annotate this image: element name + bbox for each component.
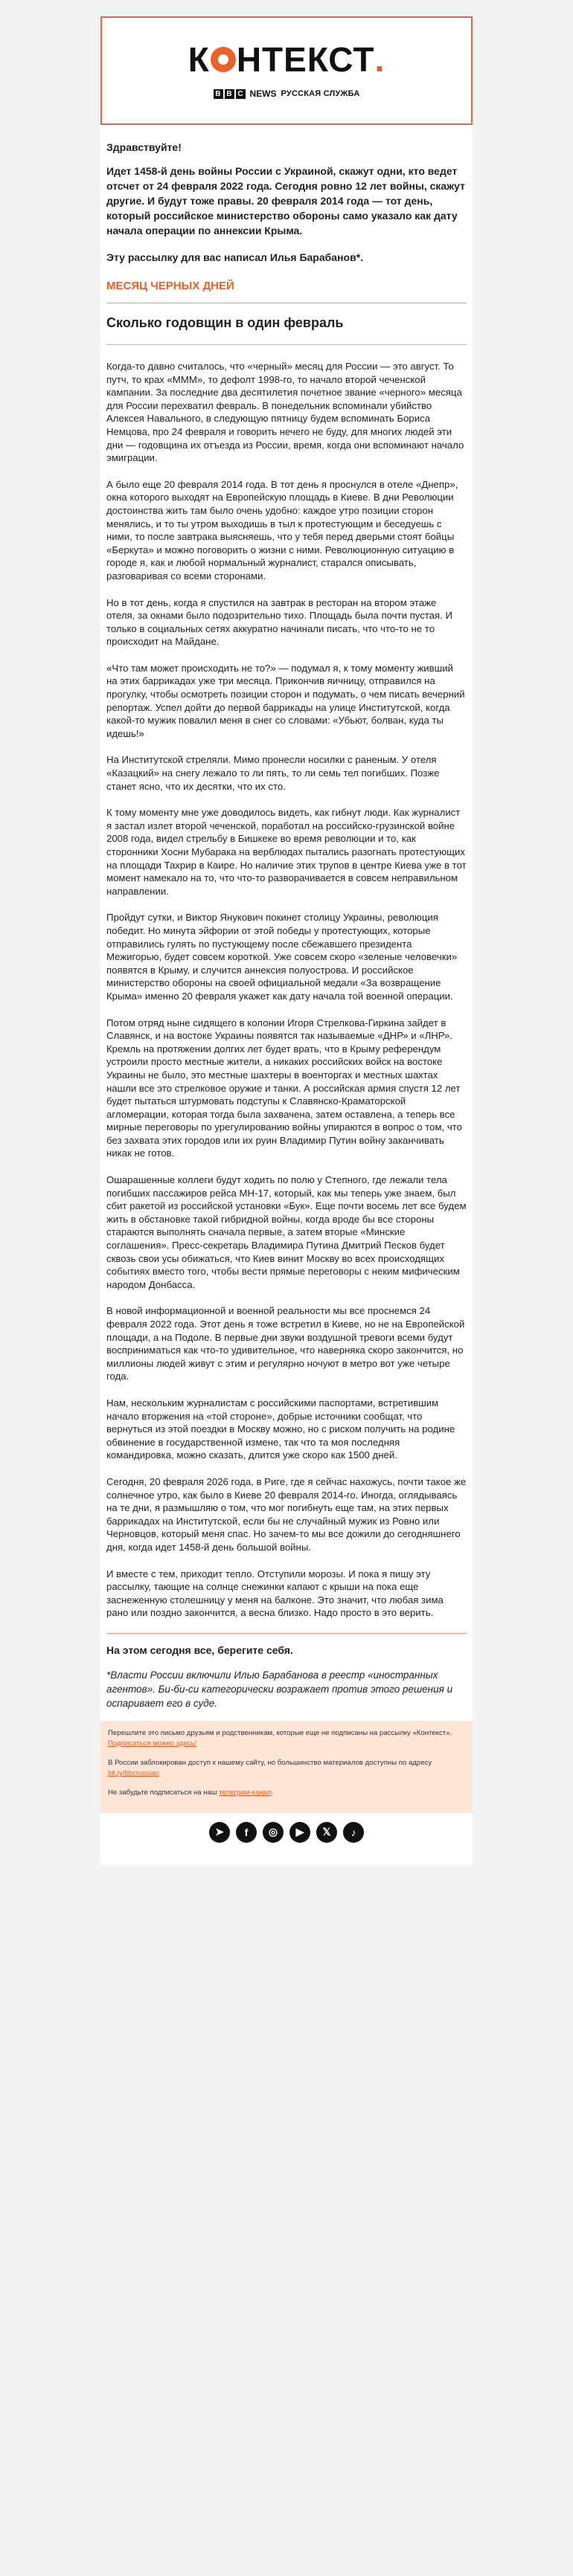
logo-orange-o-icon: [211, 47, 236, 72]
article-paragraph: Потом отряд ныне сидящего в колонии Игоря Стрелкова-Гиркина зайдет в Славянск, и на востоке Украины появятся так называемые «ДНР» и «ЛНР». Кремль на протяжении долгих лет будет врать, что в Крыму референдум устроили просто местные жители, а никаких российских войск на востоке Украины не было, это местные шахтеры в военторгах и местных шахтах нашли все это стрелковое оружие и танки. А российская армия спустя 12 лет будет пытаться штурмовать подступы к Славянско-Краматорской агломерации, которая тогда была захвачена, затем оставлена, а теперь все мирные переговоры по урегулированию войны упираются в вопрос о том, что без захвата этих городов или их руин Владимир Путин войну заканчивать никак не готов.: [106, 1017, 462, 1159]
article-paragraph: Но в тот день, когда я спустился на завтрак в ресторан на втором этаже отеля, за окнами было подозрительно тихо. Площадь была почти пустая. И только в социальных сетях аккуратно начинали писать, что что-то не то происходит на Майдане.: [106, 596, 452, 648]
article-paragraph: К тому моменту мне уже доводилось видеть, как гибнут люди. Как журналист я застал излет второй чеченской, поработал на российско-грузинской войне 2008 года, видел стрельбу в Бишкеке во время революции и то, как сторонники Хосни Мубарака на верблюдах пытались разогнать протестующих на площади Тахрир в Каире. Но наличие этих трупов в центре Киева уже в тот момент намекало на то, что что-то разворачивается в совсем неправильном направлении.: [106, 807, 467, 897]
newsletter-content: [100, 140, 473, 1710]
email-body: [100, 16, 473, 1865]
article-paragraph: Сегодня, 20 февраля 2026 года, в Риге, где я сейчас нахожусь, почти такое же солнечное утро, как было в Киеве 20 февраля 2014-го. Иногда, оглядываясь на те дни, я размышляю о том, что мог погибнуть еще там, на этих первых баррикадах на Институтской, если бы не случайный мужик из Ровно или Черновцов, который меня спас. Но зачем-то мы все дожили до сегодняшнего дня, когда идет 1458-й день большой войны.: [106, 1475, 467, 1553]
article-paragraph: «Что там может происходить не то?» — подумал я, к тому моменту живший на этих баррикадах уже три месяца. Прикончив яичницу, отправился на прогулку, чтобы осмотреть позиции сторон и подумать, о чем писать вечерний репортаж. Успел дойти до первой баррикады на улице Институтской, когда какой-то мужик повалил меня в снег со словами: «Убьют, болван, куда ты идешь!»: [106, 662, 465, 739]
x-icon[interactable]: 𝕏: [316, 1822, 337, 1843]
author-line: Эту рассылку для вас написал Илья Барабанов*.: [106, 251, 364, 263]
footer-telegram-end: .: [271, 1788, 274, 1797]
foreign-agent-footnote: *Власти России включили Илью Барабанова в реестр «иностранных агентов». Би-би-си категорически возражает против этого решения и оспаривает его в суде.: [106, 1669, 453, 1709]
logo-dot: .: [374, 40, 385, 79]
article-paragraph: Пройдут сутки, и Виктор Янукович покинет столицу Украины, революция победит. Но минута эйфории от этой победы у протестующих, которые отправились гулять по пустующему после сбежавшего президента Межигорью, будет совсем короткой. Уже совсем скоро «зеленые человечки» появятся в Крыму, и случится аннексия полуострова. И российское министерство обороны на своей официальной медали «За возвращение Крыма» именно 20 февраля укажет как дату начала той военной операции.: [106, 912, 458, 1002]
bbc-letter: B: [225, 89, 234, 99]
social-links: [100, 1813, 473, 1850]
footer-box: [100, 1721, 473, 1813]
subscribe-link[interactable]: Подписаться можно здесь!: [108, 1739, 197, 1748]
logo-text-start: К: [188, 40, 210, 79]
article-title: Сколько годовщин в один февраль: [106, 315, 467, 345]
bbc-letter: B: [214, 89, 223, 99]
footer-telegram: [108, 1788, 465, 1798]
bbc-logo-icon: [214, 89, 246, 99]
greeting: Здравствуйте!: [106, 141, 182, 153]
footer-telegram-text: Не забудьте подписаться на наш: [108, 1788, 220, 1797]
bbc-news-label: NEWS: [249, 88, 277, 99]
bbc-russian-service: [214, 88, 360, 99]
article-paragraph: Ошарашенные коллеги будут ходить по полю у Степного, где лежали тела погибших пассажиров рейса MH-17, который, как мы теперь уже знаем, был сбит ракетой из российской установки «Бук». Еще почти восемь лет все будем жить в обстановке такой гибридной войны, когда вроде бы все стороны стараются выполнять сначала первые, а затем вторые «Минские соглашения». Пресс-секретарь Владимира Путина Дмитрий Песков будет сквозь свои усы обижаться, что Киев винит Москву во всех происходящих событиях вместо того, чтобы вести прямые переговоры с неким мифическим народом Донбасса.: [106, 1174, 467, 1290]
tiktok-icon[interactable]: ♪: [343, 1822, 364, 1843]
mirror-link[interactable]: bit.ly/bbcrussian: [108, 1768, 159, 1777]
article-body: [106, 360, 467, 1620]
footer-blocked: [108, 1758, 465, 1779]
instagram-icon[interactable]: ◎: [263, 1822, 284, 1843]
article-paragraph: А было еще 20 февраля 2014 года. В тот день я проснулся в отеле «Днепр», окна которого выходят на Европейскую площадь в Киеве. В дни Революции достоинства жить там было очень удобно: каждое утро позиции сторон менялись, и то ты утром выходишь в тыл к протестующим и беседуешь с ними, то после завтрака выясняешь, что у тебя перед дверьми стоят бойцы «Беркута» и можно поговорить о жизни с ними. Революционную ситуацию в городе я, как и любой нормальный журналист, старался описывать, разговаривая со всеми сторонами.: [106, 478, 458, 582]
footer-blocked-text: В России заблокирован доступ к нашему сайту, но большинство материалов доступны по адресу: [108, 1758, 432, 1767]
article-paragraph: Нам, нескольким журналистам с российскими паспортами, встретившим начало вторжения на «той стороне», добрые источники сообщат, что вернуться из этой поездки в Москву можно, но с риском получить на родине обвинение в государственной измене, так что та моя последняя командировка, можно сказать, длится уже скоро как 1500 дней.: [106, 1397, 455, 1461]
kontekst-logo[interactable]: [188, 42, 385, 77]
footer-forward: [108, 1728, 465, 1749]
telegram-channel-link[interactable]: телеграм-канал: [219, 1788, 272, 1797]
article-paragraph: Когда-то давно считалось, что «черный» месяц для России — это август. То путч, то крах «МММ», то дефолт 1998-го, то начало второй чеченской кампании. За последние два десятилетия почетное звание «черного» месяца для России перехватил февраль. В понедельник вспоминали убийство Алексея Навального, в следующую пятницу будем вспоминать Бориса Немцова, про 24 февраля и говорить нечего не буду, для многих людей эти дни — годовщина их отъезда из России, время, когда они вспоминают начало эмиграции.: [106, 361, 464, 464]
facebook-icon[interactable]: f: [236, 1822, 257, 1843]
section-tag: МЕСЯЦ ЧЕРНЫХ ДНЕЙ: [106, 280, 467, 303]
service-label: РУССКАЯ СЛУЖБА: [281, 89, 360, 98]
footer-forward-text: Перешлите это письмо друзьям и родственникам, которые еще не подписаны на рассылку «Контекст».: [108, 1728, 452, 1737]
lead-paragraph: Идет 1458-й день войны России с Украиной, скажут одни, кто ведет отсчет от 24 февраля 2022 года. Сегодня ровно 12 лет войны, скажут другие. И будут тоже правы. 20 февраля 2014 года — тот день, который российское министерство обороны само указало как дату начала операции по аннексии Крыма.: [106, 165, 465, 236]
article-paragraph: И вместе с тем, приходит тепло. Отступили морозы. И пока я пишу эту рассылку, тающие на солнце снежинки капают с крыши на пока еще заснеженную столешницу у меня на балконе. Это значит, что любая зима рано или поздно закончится, а весна близко. Надо просто в это верить.: [106, 1568, 444, 1619]
masthead: [100, 16, 473, 125]
youtube-icon[interactable]: ▶: [289, 1822, 310, 1843]
outro-line: На этом сегодня все, берегите себя.: [106, 1643, 293, 1656]
article-paragraph: На Институтской стреляли. Мимо пронесли носилки с раненым. У отеля «Казацкий» на снегу лежало то ли пять, то ли семь тел погибших. Позже станет ясно, что их десятки, что их сто.: [106, 754, 440, 792]
bbc-letter: C: [236, 89, 246, 99]
divider: [106, 1633, 467, 1634]
article-paragraph: В новой информационной и военной реальности мы все проснемся 24 февраля 2022 года. Этот день я тоже встретил в Киеве, но не на Европейской площади, а на Подоле. В первые дни звуки воздушной тревоги всеми будут восприниматься как что-то удивительное, что наверняка скоро закончится, но миллионы людей живут с этим и регулярно ночуют в метро вот уже четыре года.: [106, 1305, 465, 1382]
email-wrapper: [100, 16, 473, 1865]
telegram-icon[interactable]: ➤: [209, 1822, 230, 1843]
logo-text-end: НТЕКСТ: [236, 40, 375, 79]
